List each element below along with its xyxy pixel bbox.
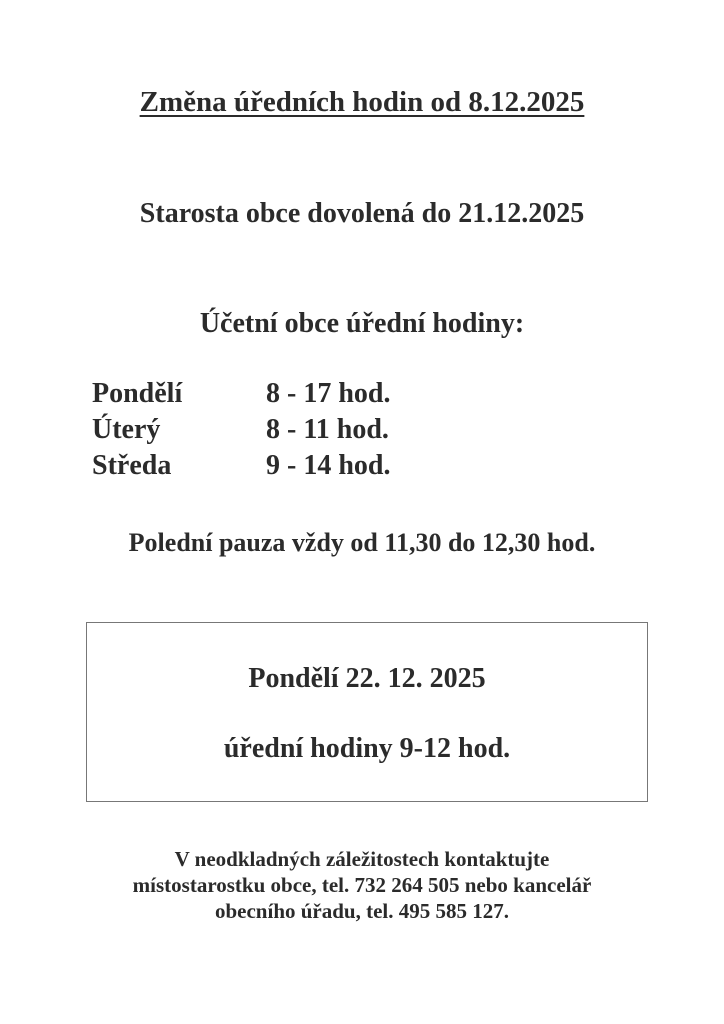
urgent-contact-info — [0, 846, 724, 924]
notice-title — [0, 88, 724, 117]
schedule-day: Úterý — [92, 414, 161, 445]
special-day-date: Pondělí 22. 12. 2025 — [248, 663, 486, 694]
accountant-hours-heading: Účetní obce úřední hodiny: — [199, 308, 525, 339]
notice-title-text: Změna úředních hodin od 8.12.2025 — [139, 86, 585, 118]
urgent-contact-line: obecního úřadu, tel. 495 585 127. — [214, 899, 510, 923]
schedule-day: Pondělí — [92, 378, 183, 409]
schedule-hours: 9 - 14 hod. — [266, 450, 391, 481]
schedule-day: Středa — [92, 450, 172, 481]
mayor-vacation-notice: Starosta obce dovolená do 21.12.2025 — [139, 198, 585, 229]
lunch-break-note: Polední pauza vždy od 11,30 do 12,30 hod. — [128, 528, 596, 557]
urgent-contact-line: V neodkladných záležitostech kontaktujte — [174, 847, 550, 871]
special-day-box — [86, 622, 648, 802]
urgent-contact-line: místostarostku obce, tel. 732 264 505 nebo kancelář — [132, 873, 592, 897]
schedule-hours: 8 - 17 hod. — [266, 378, 391, 409]
special-day-hours: úřední hodiny 9-12 hod. — [223, 733, 511, 764]
schedule-hours: 8 - 11 hod. — [266, 414, 389, 445]
